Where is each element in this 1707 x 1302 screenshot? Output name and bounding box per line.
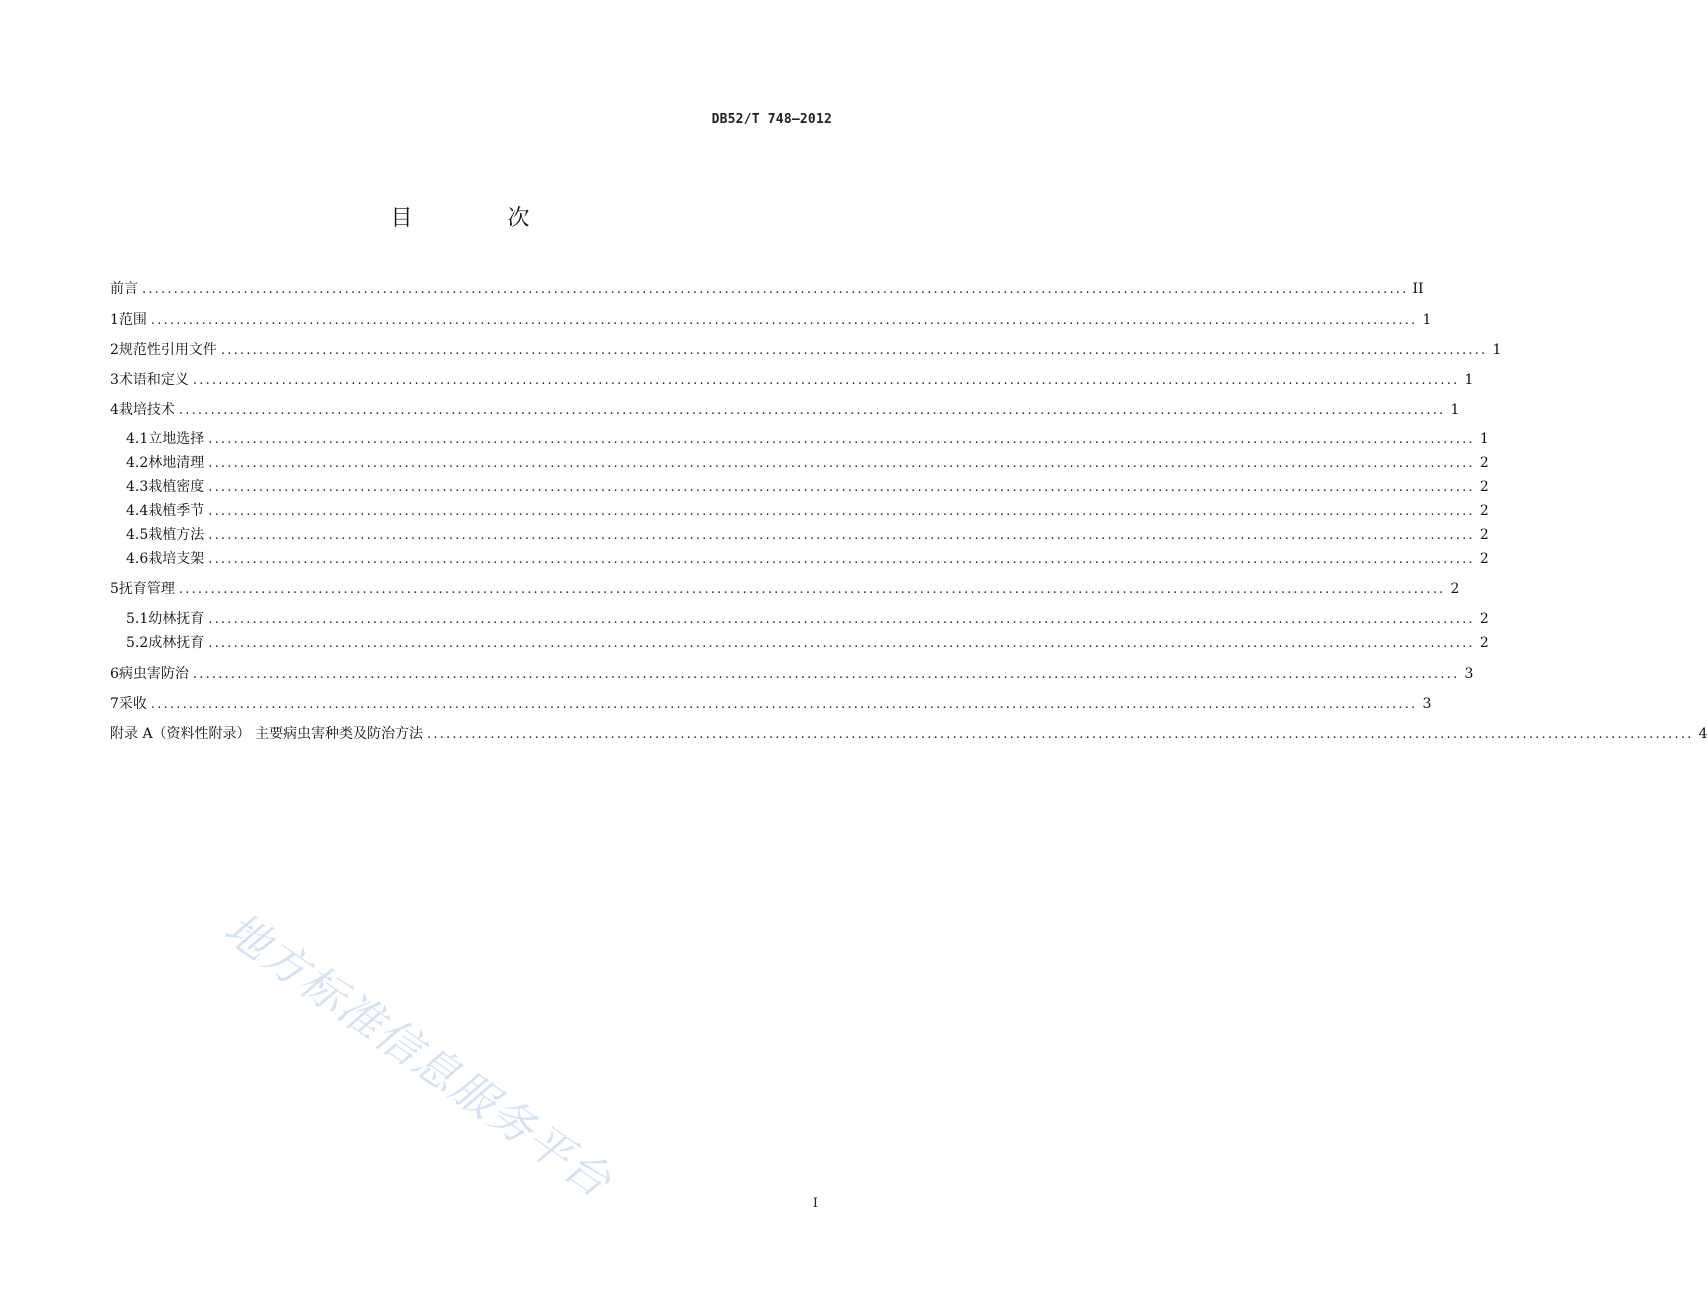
toc-entry-label: 栽植方法 xyxy=(148,527,205,543)
toc-entry-label: 幼林抚育 xyxy=(148,611,205,627)
toc-entry-number: 7 xyxy=(110,696,119,712)
toc-entry-page: 2 xyxy=(1479,479,1489,495)
toc-entry-number: 4.4 xyxy=(126,503,149,519)
toc-entry-page: 3 xyxy=(1464,666,1474,682)
toc-entry-number: 5 xyxy=(110,581,119,597)
toc-entry-number: 3 xyxy=(110,372,119,388)
toc-leader-dots: ........................................................................................................................................................................................................ xyxy=(220,343,1488,358)
toc-entry-planting-method[interactable] xyxy=(126,524,1489,546)
toc-entry-page: II xyxy=(1412,281,1424,297)
toc-entry-foreword[interactable] xyxy=(110,278,1424,300)
toc-leader-dots: ........................................................................................................................................................................................................ xyxy=(192,667,1460,682)
toc-leader-dots: ........................................................................................................................................................................................................ xyxy=(208,528,1475,543)
toc-entry-site-selection[interactable] xyxy=(126,428,1489,450)
toc-entry-land-clearing[interactable] xyxy=(126,452,1489,474)
page-number: I xyxy=(812,1196,818,1211)
toc-leader-dots: ........................................................................................................................................................................................................ xyxy=(150,697,1418,712)
toc-entry-label: 栽培支架 xyxy=(148,551,205,567)
toc-entry-page: 1 xyxy=(1479,431,1489,447)
standard-number: DB52/T 748—2012 xyxy=(711,112,832,127)
toc-entry-label: 栽培技术 xyxy=(118,402,175,418)
toc-entry-planting-density[interactable] xyxy=(126,476,1489,498)
toc-entry-page: 1 xyxy=(1464,372,1474,388)
toc-leader-dots: ........................................................................................................................................................................................................ xyxy=(208,432,1475,447)
toc-entry-scope[interactable] xyxy=(110,309,1432,331)
toc-leader-dots: ........................................................................................................................................................................................................ xyxy=(208,504,1475,519)
toc-entry-number: 5.1 xyxy=(126,611,149,627)
toc-entry-label: 病虫害防治 xyxy=(118,666,189,682)
toc-entry-page: 2 xyxy=(1479,551,1489,567)
toc-entry-label: 立地选择 xyxy=(148,431,205,447)
toc-entry-pest-control[interactable] xyxy=(110,663,1474,685)
toc-leader-dots: ........................................................................................................................................................................................................ xyxy=(208,552,1475,567)
toc-entry-planting-season[interactable] xyxy=(126,500,1489,522)
toc-leader-dots: ........................................................................................................................................................................................................ xyxy=(427,727,1694,742)
toc-entry-page: 4 xyxy=(1698,726,1707,742)
toc-entry-page: 2 xyxy=(1479,503,1489,519)
toc-entry-label: 范围 xyxy=(118,312,147,328)
toc-entry-normative-references[interactable] xyxy=(110,339,1502,361)
toc-entry-label: 栽植季节 xyxy=(148,503,205,519)
toc-leader-dots: ........................................................................................................................................................................................................ xyxy=(142,282,1409,297)
toc-entry-label: 成林抚育 xyxy=(148,635,205,651)
toc-leader-dots: ........................................................................................................................................................................................................ xyxy=(208,636,1475,651)
toc-entry-tending-management[interactable] xyxy=(110,578,1460,600)
toc-entry-harvest[interactable] xyxy=(110,693,1432,715)
toc-entry-label: 术语和定义 xyxy=(118,372,189,388)
toc-entry-terms-definitions[interactable] xyxy=(110,369,1474,391)
toc-entry-number: 6 xyxy=(110,666,119,682)
toc-entry-number: 1 xyxy=(110,312,119,328)
toc-entry-page: 1 xyxy=(1450,402,1460,418)
toc-entry-label: 规范性引用文件 xyxy=(118,342,217,358)
toc-entry-number: 2 xyxy=(110,342,119,358)
toc-entry-label: 抚育管理 xyxy=(118,581,175,597)
toc-leader-dots: ........................................................................................................................................................................................................ xyxy=(208,456,1475,471)
toc-leader-dots: ........................................................................................................................................................................................................ xyxy=(208,480,1475,495)
toc-entry-number: 5.2 xyxy=(126,635,149,651)
toc-entry-label: 林地清理 xyxy=(148,455,205,471)
toc-entry-number: 4.6 xyxy=(126,551,149,567)
toc-entry-cultivation[interactable] xyxy=(110,399,1460,421)
toc-leader-dots: ........................................................................................................................................................................................................ xyxy=(208,612,1475,627)
toc-entry-support-frame[interactable] xyxy=(126,548,1489,570)
toc-entry-appendix-a[interactable] xyxy=(110,723,1707,745)
toc-entry-label: 前言 xyxy=(110,281,138,297)
toc-entry-mature-forest-tending[interactable] xyxy=(126,632,1489,654)
toc-entry-page: 2 xyxy=(1479,635,1489,651)
toc-entry-number: 4.5 xyxy=(126,527,149,543)
toc-leader-dots: ........................................................................................................................................................................................................ xyxy=(150,313,1418,328)
toc-entry-page: 1 xyxy=(1492,342,1502,358)
toc-leader-dots: ........................................................................................................................................................................................................ xyxy=(178,582,1446,597)
toc-entry-label: 栽植密度 xyxy=(148,479,205,495)
toc-entry-page: 2 xyxy=(1479,455,1489,471)
toc-entry-page: 3 xyxy=(1422,696,1432,712)
toc-entry-page: 2 xyxy=(1479,527,1489,543)
watermark-text: 地方标准信息服务平台 xyxy=(214,902,621,1209)
toc-leader-dots: ........................................................................................................................................................................................................ xyxy=(178,403,1446,418)
toc-entry-young-forest-tending[interactable] xyxy=(126,608,1489,630)
toc-entry-page: 1 xyxy=(1422,312,1432,328)
toc-entry-page: 2 xyxy=(1450,581,1460,597)
toc-entry-number: 4.1 xyxy=(126,431,149,447)
toc-leader-dots: ........................................................................................................................................................................................................ xyxy=(192,373,1460,388)
toc-entry-label: 附录 A（资料性附录） 主要病虫害种类及防治方法 xyxy=(110,726,424,742)
toc-entry-number: 4.2 xyxy=(126,455,149,471)
toc-entry-page: 2 xyxy=(1479,611,1489,627)
toc-entry-number: 4 xyxy=(110,402,119,418)
toc-title: 目 次 xyxy=(390,206,574,231)
toc-entry-label: 采收 xyxy=(118,696,147,712)
toc-entry-number: 4.3 xyxy=(126,479,149,495)
